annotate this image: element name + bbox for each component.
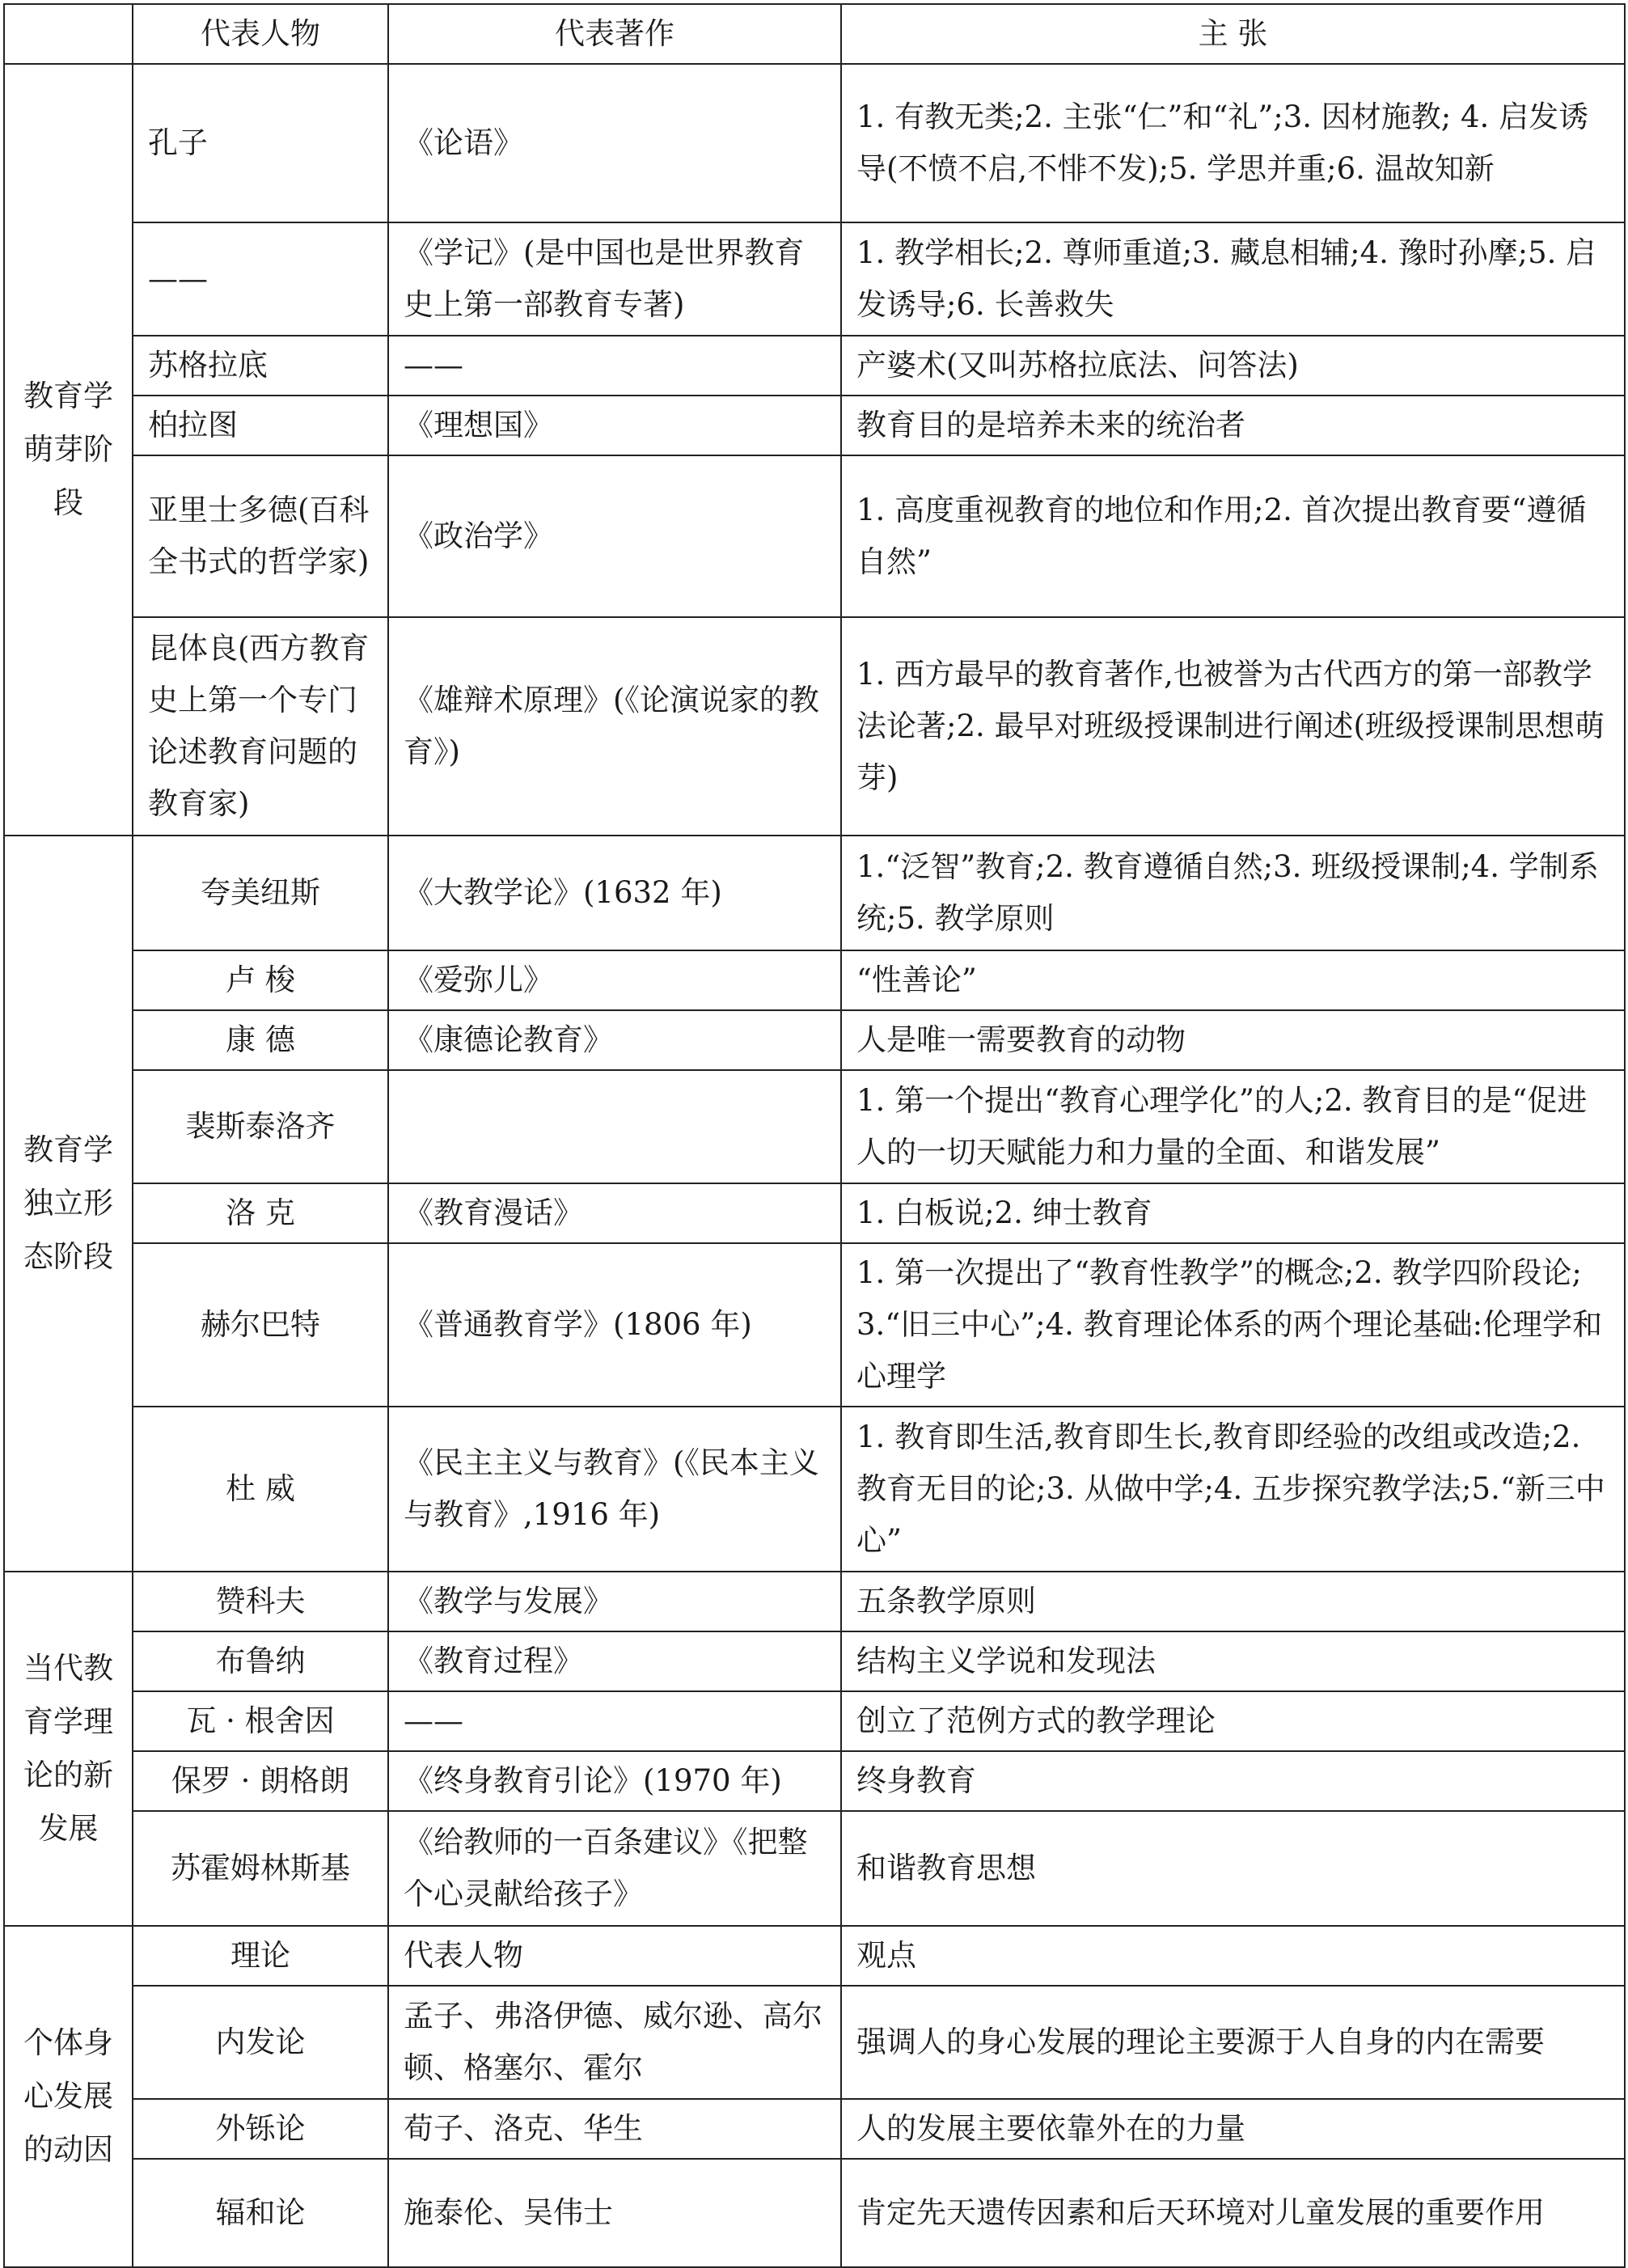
person-cell: 柏拉图	[133, 396, 388, 455]
person-cell: 夸美纽斯	[133, 836, 388, 950]
work-cell: 《教育过程》	[388, 1631, 841, 1691]
claim-cell: 观点	[841, 1926, 1625, 1986]
work-cell: 荀子、洛克、华生	[388, 2099, 841, 2159]
table-row	[4, 1926, 1625, 1986]
claim-cell: 1. 高度重视教育的地位和作用;2. 首次提出教育要“遵循自然”	[841, 455, 1625, 617]
stage-label: 教育学萌芽阶段	[4, 64, 133, 836]
work-cell: 施泰伦、吴伟士	[388, 2159, 841, 2267]
header-person: 代表人物	[133, 4, 388, 64]
header-claim: 主 张	[841, 4, 1625, 64]
person-cell: 苏格拉底	[133, 336, 388, 396]
table-row	[4, 1986, 1625, 2099]
person-cell: 康 德	[133, 1010, 388, 1070]
table-row	[4, 950, 1625, 1010]
claim-cell: 1. 白板说;2. 绅士教育	[841, 1183, 1625, 1243]
work-cell: 《雄辩术原理》(《论演说家的教育》)	[388, 617, 841, 836]
work-cell: 《教育漫话》	[388, 1183, 841, 1243]
work-cell: 《教学与发展》	[388, 1572, 841, 1631]
work-cell: 代表人物	[388, 1926, 841, 1986]
person-cell: 布鲁纳	[133, 1631, 388, 1691]
work-cell: 《理想国》	[388, 396, 841, 455]
person-cell: 亚里士多德(百科全书式的哲学家)	[133, 455, 388, 617]
header-work: 代表著作	[388, 4, 841, 64]
work-cell: 《康德论教育》	[388, 1010, 841, 1070]
claim-cell: 人是唯一需要教育的动物	[841, 1010, 1625, 1070]
claim-cell: 1. 教学相长;2. 尊师重道;3. 藏息相辅;4. 豫时孙摩;5. 启发诱导;6. 长善救失	[841, 222, 1625, 336]
claim-cell: 和谐教育思想	[841, 1811, 1625, 1926]
table-row	[4, 1751, 1625, 1811]
table-row	[4, 836, 1625, 950]
work-cell: 《民主主义与教育》(《民本主义与教育》,1916 年)	[388, 1407, 841, 1572]
person-cell: 孔子	[133, 64, 388, 222]
table-row	[4, 455, 1625, 617]
person-cell: 赞科夫	[133, 1572, 388, 1631]
person-cell: 保罗 · 朗格朗	[133, 1751, 388, 1811]
claim-cell: 1. 有教无类;2. 主张“仁”和“礼”;3. 因材施教; 4. 启发诱导(不愤不启,不悱不发);5. 学思并重;6. 温故知新	[841, 64, 1625, 222]
work-cell: 孟子、弗洛伊德、威尔逊、高尔顿、格塞尔、霍尔	[388, 1986, 841, 2099]
work-cell: 《学记》(是中国也是世界教育史上第一部教育专著)	[388, 222, 841, 336]
table-row	[4, 1070, 1625, 1183]
claim-cell: 人的发展主要依靠外在的力量	[841, 2099, 1625, 2159]
claim-cell: 结构主义学说和发现法	[841, 1631, 1625, 1691]
person-cell: 苏霍姆林斯基	[133, 1811, 388, 1926]
claim-cell: 产婆术(又叫苏格拉底法、问答法)	[841, 336, 1625, 396]
person-cell: 裴斯泰洛齐	[133, 1070, 388, 1183]
person-cell: 理论	[133, 1926, 388, 1986]
work-cell: 《终身教育引论》(1970 年)	[388, 1751, 841, 1811]
table-row	[4, 222, 1625, 336]
claim-cell: 1. 西方最早的教育著作,也被誉为古代西方的第一部教学法论著;2. 最早对班级授课制进行阐述(班级授课制思想萌芽)	[841, 617, 1625, 836]
person-cell: 外铄论	[133, 2099, 388, 2159]
work-cell: 《爱弥儿》	[388, 950, 841, 1010]
table-row	[4, 1243, 1625, 1407]
table-row	[4, 2159, 1625, 2267]
work-cell: 《普通教育学》(1806 年)	[388, 1243, 841, 1407]
work-cell: 《政治学》	[388, 455, 841, 617]
person-cell: 昆体良(西方教育史上第一个专门论述教育问题的教育家)	[133, 617, 388, 836]
work-cell	[388, 1070, 841, 1183]
table-row	[4, 64, 1625, 222]
table-row	[4, 1631, 1625, 1691]
table-row	[4, 1572, 1625, 1631]
stage-label: 当代教育学理论的新发展	[4, 1572, 133, 1926]
person-cell: 内发论	[133, 1986, 388, 2099]
table-row	[4, 617, 1625, 836]
claim-cell: 肯定先天遗传因素和后天环境对儿童发展的重要作用	[841, 2159, 1625, 2267]
claim-cell: 创立了范例方式的教学理论	[841, 1691, 1625, 1751]
work-cell: ——	[388, 336, 841, 396]
table-row	[4, 1010, 1625, 1070]
person-cell: ——	[133, 222, 388, 336]
person-cell: 辐和论	[133, 2159, 388, 2267]
table-row	[4, 396, 1625, 455]
stage-label: 个体身心发展的动因	[4, 1926, 133, 2267]
claim-cell: 五条教学原则	[841, 1572, 1625, 1631]
header-blank	[4, 4, 133, 64]
table-header-row	[4, 4, 1625, 64]
work-cell: 《论语》	[388, 64, 841, 222]
work-cell: ——	[388, 1691, 841, 1751]
claim-cell: 终身教育	[841, 1751, 1625, 1811]
claim-cell: 1. 第一次提出了“教育性教学”的概念;2. 教学四阶段论;3.“旧三中心”;4. 教育理论体系的两个理论基础:伦理学和心理学	[841, 1243, 1625, 1407]
table-row	[4, 1407, 1625, 1572]
work-cell: 《大教学论》(1632 年)	[388, 836, 841, 950]
claim-cell: 1. 第一个提出“教育心理学化”的人;2. 教育目的是“促进人的一切天赋能力和力量的全面、和谐发展”	[841, 1070, 1625, 1183]
table-row	[4, 1183, 1625, 1243]
person-cell: 卢 梭	[133, 950, 388, 1010]
person-cell: 瓦 · 根舍因	[133, 1691, 388, 1751]
person-cell: 洛 克	[133, 1183, 388, 1243]
claim-cell: 1.“泛智”教育;2. 教育遵循自然;3. 班级授课制;4. 学制系统;5. 教学原则	[841, 836, 1625, 950]
claim-cell: “性善论”	[841, 950, 1625, 1010]
claim-cell: 教育目的是培养未来的统治者	[841, 396, 1625, 455]
table-row	[4, 2099, 1625, 2159]
stage-label: 教育学独立形态阶段	[4, 836, 133, 1572]
claim-cell: 1. 教育即生活,教育即生长,教育即经验的改组或改造;2. 教育无目的论;3. 从做中学;4. 五步探究教学法;5.“新三中心”	[841, 1407, 1625, 1572]
table-row	[4, 336, 1625, 396]
table-row	[4, 1811, 1625, 1926]
person-cell: 杜 威	[133, 1407, 388, 1572]
education-history-table	[3, 3, 1626, 2268]
table-row	[4, 1691, 1625, 1751]
work-cell: 《给教师的一百条建议》《把整个心灵献给孩子》	[388, 1811, 841, 1926]
person-cell: 赫尔巴特	[133, 1243, 388, 1407]
claim-cell: 强调人的身心发展的理论主要源于人自身的内在需要	[841, 1986, 1625, 2099]
